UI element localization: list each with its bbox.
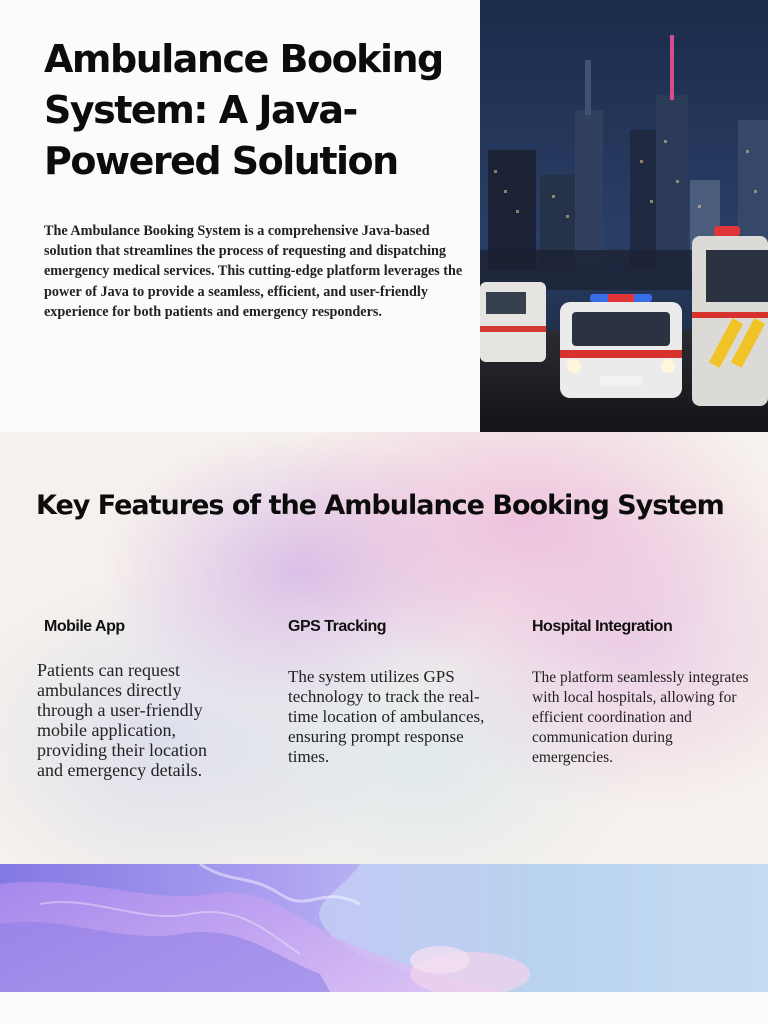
decorative-banner	[0, 864, 768, 992]
feature-title-gps-tracking: GPS Tracking	[288, 618, 387, 635]
page-bottom-strip	[0, 992, 768, 1024]
feature-desc-mobile-app: Patients can request ambulances directly through a user-friendly mobile application, providing their location and emergency details.	[37, 660, 207, 780]
feature-title-hospital-integration: Hospital Integration	[532, 618, 673, 635]
features-section	[0, 432, 768, 864]
feature-desc-gps-tracking: The system utilizes GPS technology to track the real-time location of ambulances, ensuring prompt response times.	[288, 667, 485, 766]
city-ambulance-photo	[480, 0, 768, 432]
page-title: Ambulance Booking System: A Java-Powered Solution	[44, 37, 443, 183]
intro-paragraph: The Ambulance Booking System is a comprehensive Java-based solution that streamlines the process of requesting and dispatching emergency medical services. This cutting-edge platform leverages the power of Java to provide a seamless, efficient, and user-friendly experience for both patients and emergency responders.	[44, 223, 463, 320]
feature-title-mobile-app: Mobile App	[44, 618, 125, 635]
hero-section	[0, 0, 768, 432]
features-heading: Key Features of the Ambulance Booking System	[36, 490, 724, 521]
feature-desc-hospital-integration: The platform seamlessly integrates with local hospitals, allowing for efficient coordination and communication during emergencies.	[532, 669, 749, 766]
